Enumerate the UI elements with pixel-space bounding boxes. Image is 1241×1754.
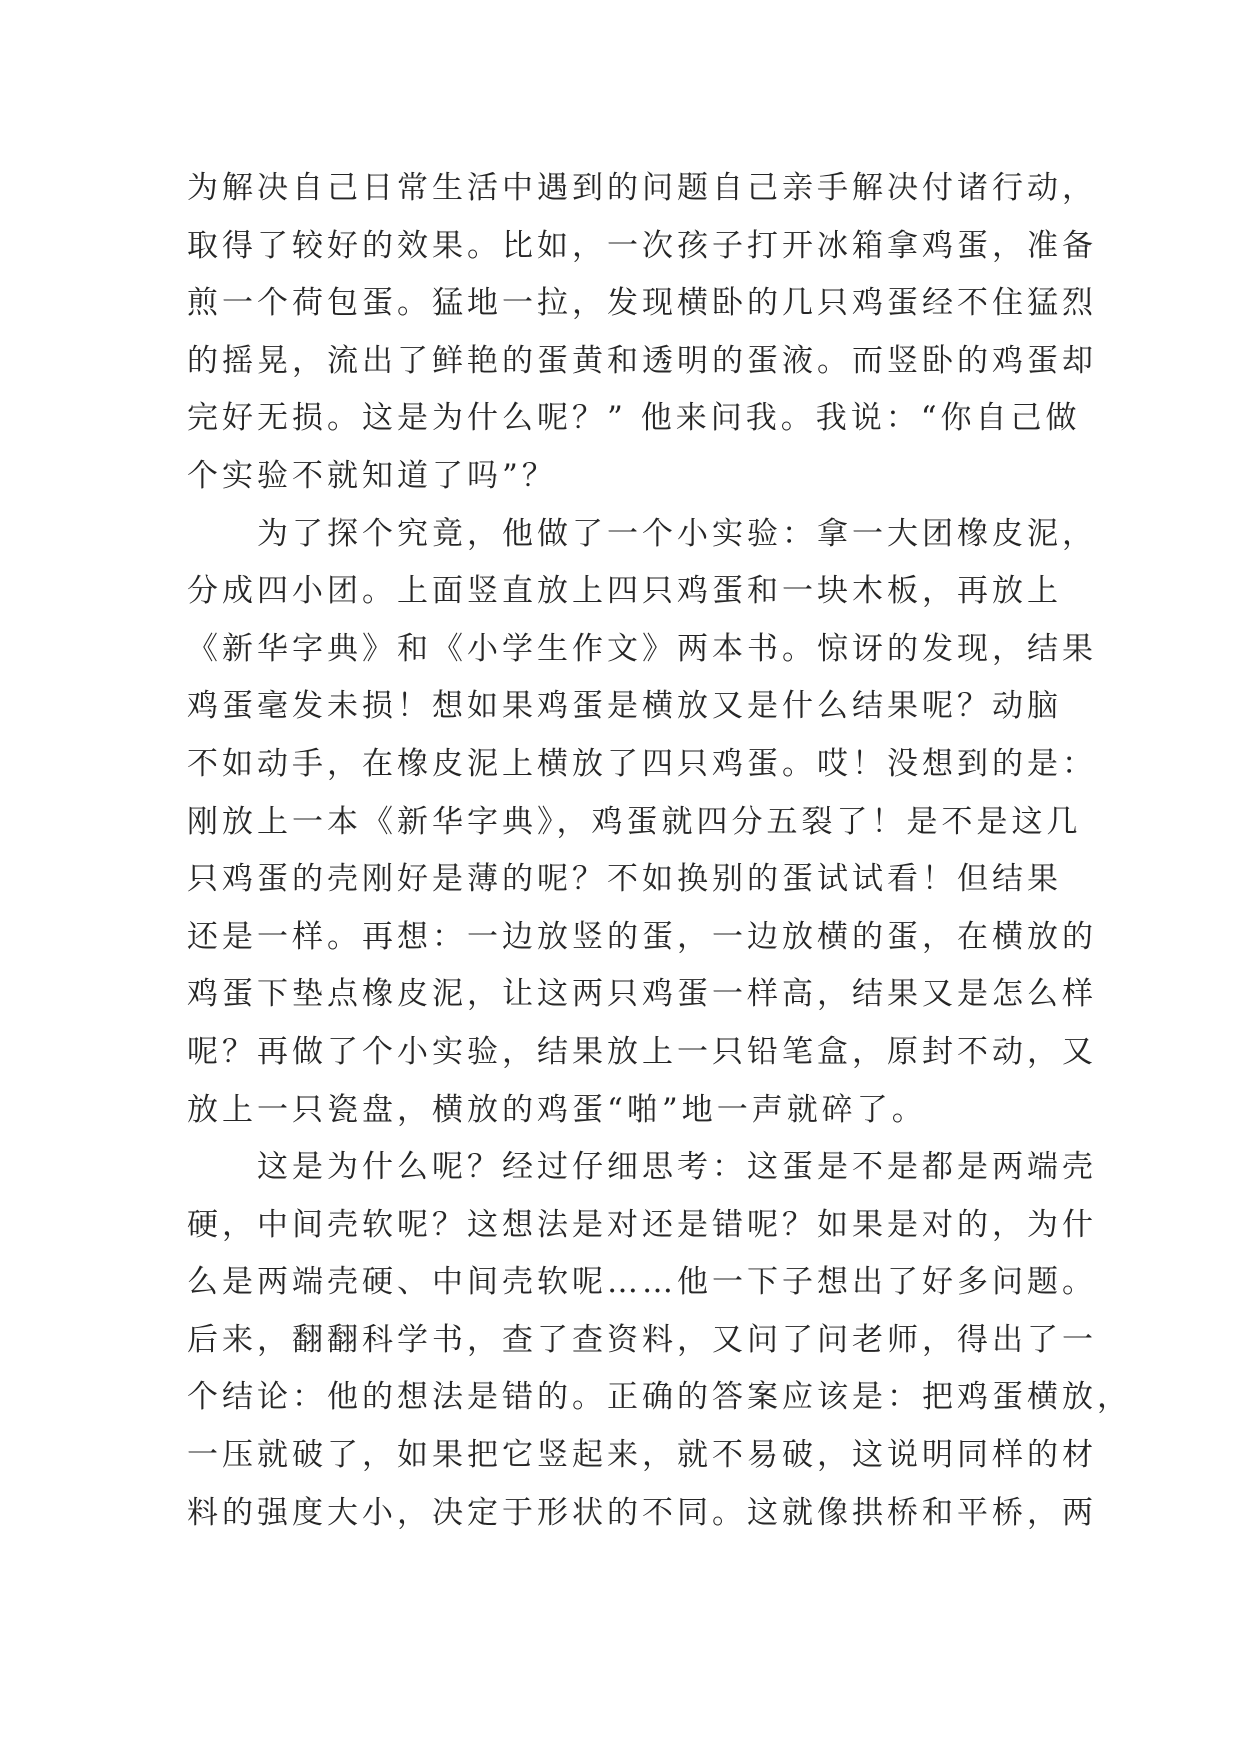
paragraph-3 [187, 1139, 1132, 1542]
text-line: 料的强度大小，决定于形状的不同。这就像拱桥和平桥，两 [187, 1494, 1097, 1531]
text-line: 后来，翻翻科学书，查了查资料，又问了问老师，得出了一 [187, 1321, 1097, 1358]
text-line: 放上一只瓷盘，横放的鸡蛋“啪”地一声就碎了。 [187, 1091, 927, 1128]
text-line: 硬，中间壳软呢？这想法是对还是错呢？如果是对的，为什 [187, 1206, 1097, 1243]
text-line: 只鸡蛋的壳刚好是薄的呢？不如换别的蛋试试看！但结果 [187, 861, 1062, 898]
text-line: 鸡蛋下垫点橡皮泥，让这两只鸡蛋一样高，结果又是怎么样 [187, 976, 1097, 1013]
text-line: 不如动手，在橡皮泥上横放了四只鸡蛋。哎！没想到的是： [187, 745, 1097, 782]
text-line-indented: 这是为什么呢？经过仔细思考：这蛋是不是都是两端壳 [257, 1149, 1097, 1186]
text-line: 的摇晃，流出了鲜艳的蛋黄和透明的蛋液。而竖卧的鸡蛋却 [187, 342, 1097, 379]
text-line: 么是两端壳硬、中间壳软呢……他一下子想出了好多问题。 [187, 1264, 1097, 1301]
text-line: 刚放上一本《新华字典》，鸡蛋就四分五裂了！是不是这几 [187, 803, 1082, 840]
text-line: 呢？再做了个小实验，结果放上一只铅笔盒，原封不动，又 [187, 1033, 1097, 1070]
text-line: 鸡蛋毫发未损！想如果鸡蛋是横放又是什么结果呢？动脑 [187, 688, 1062, 725]
text-line: 分成四小团。上面竖直放上四只鸡蛋和一块木板，再放上 [187, 573, 1062, 610]
text-line: 完好无损。这是为什么呢？” 他来问我。我说：“你自己做 [187, 400, 1081, 437]
text-line: 个结论：他的想法是错的。正确的答案应该是：把鸡蛋横放， [187, 1379, 1132, 1416]
text-line: 个实验不就知道了吗”？ [187, 457, 557, 494]
paragraph-1 [187, 160, 1097, 506]
text-line: 煎一个荷包蛋。猛地一拉，发现横卧的几只鸡蛋经不住猛烈 [187, 285, 1097, 322]
text-line: 为解决自己日常生活中遇到的问题自己亲手解决付诸行动， [187, 170, 1097, 206]
text-line: 取得了较好的效果。比如，一次孩子打开冰箱拿鸡蛋，准备 [187, 227, 1097, 264]
text-line: 还是一样。再想：一边放竖的蛋，一边放横的蛋，在横放的 [187, 918, 1097, 955]
text-line: 《新华字典》和《小学生作文》两本书。惊讶的发现，结果 [187, 630, 1097, 667]
text-line: 一压就破了，如果把它竖起来，就不易破，这说明同样的材 [187, 1437, 1097, 1474]
text-line-indented: 为了探个究竟，他做了一个小实验：拿一大团橡皮泥， [257, 515, 1097, 552]
paragraph-2 [187, 506, 1097, 1140]
body-text [187, 160, 1132, 1542]
